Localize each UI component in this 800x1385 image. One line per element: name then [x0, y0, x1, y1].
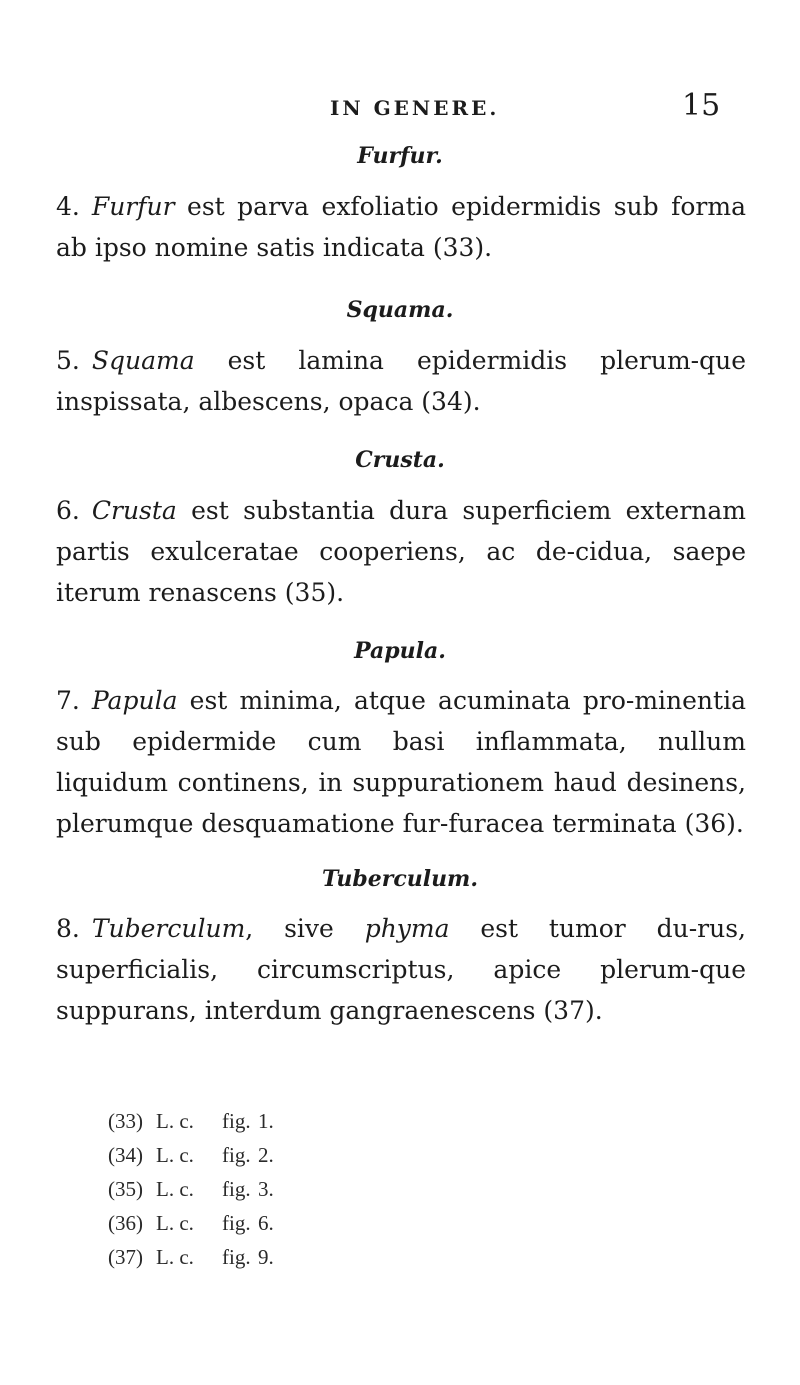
section-heading-squama: Squama. — [346, 297, 454, 323]
paragraph-tuberculum — [56, 908, 746, 1031]
footnote — [108, 1206, 274, 1240]
paragraph-text: , sive — [245, 914, 365, 943]
running-title: IN GENERE. — [330, 96, 500, 120]
footnote — [108, 1172, 274, 1206]
paragraph-text: est substantia dura superficiem externam partis exulceratae cooperiens, ac de-cidua, saepe iterum renascens (35). — [56, 496, 746, 607]
section-heading-crusta: Crusta. — [355, 447, 445, 473]
footnote-fig: fig. — [222, 1211, 251, 1235]
footnote-num: 9. — [258, 1245, 274, 1269]
section-heading-papula: Papula. — [354, 638, 446, 664]
paragraph-text: est parva exfoliatio epidermidis sub forma ab ipso nomine satis indicata (33). — [56, 192, 746, 262]
footnote-source: L. c. — [156, 1143, 194, 1167]
paragraph-number: 6. — [56, 496, 80, 525]
page-number: 15 — [682, 88, 721, 123]
term: Squama — [91, 346, 195, 375]
footnote-num: 2. — [258, 1143, 274, 1167]
footnote-fig: fig. — [222, 1143, 251, 1167]
term: Papula — [91, 686, 178, 715]
footnote-fig: fig. — [222, 1109, 251, 1133]
paragraph-text: est tumor du-rus, superficialis, circumscriptus, apice plerum-que suppurans, interdum gangraenescens (37). — [56, 914, 746, 1025]
footnote — [108, 1104, 274, 1138]
section-heading-furfur: Furfur. — [357, 143, 443, 169]
paragraph-furfur — [56, 186, 746, 268]
term: Furfur — [91, 192, 175, 221]
footnote-ref: (33) — [108, 1109, 143, 1133]
footnotes — [108, 1104, 274, 1274]
section-heading-tuberculum: Tuberculum. — [322, 866, 478, 892]
footnote-fig: fig. — [222, 1177, 251, 1201]
footnote-source: L. c. — [156, 1245, 194, 1269]
running-head — [0, 88, 800, 128]
footnote-source: L. c. — [156, 1211, 194, 1235]
footnote-ref: (36) — [108, 1211, 143, 1235]
paragraph-number: 4. — [56, 192, 80, 221]
paragraph-papula — [56, 680, 746, 844]
paragraph-number: 7. — [56, 686, 80, 715]
footnote — [108, 1138, 274, 1172]
footnote-num: 6. — [258, 1211, 274, 1235]
footnote-fig: fig. — [222, 1245, 251, 1269]
footnote — [108, 1240, 274, 1274]
paragraph-text: est minima, atque acuminata pro-minentia sub epidermide cum basi inflammata, nullum liquidum continens, in suppurationem haud desinens, plerumque desquamatione fur-furacea terminata (36). — [56, 686, 746, 838]
footnote-source: L. c. — [156, 1109, 194, 1133]
term: Tuberculum — [91, 914, 246, 943]
term-synonym: phyma — [364, 914, 450, 943]
footnote-source: L. c. — [156, 1177, 194, 1201]
paragraph-number: 5. — [56, 346, 80, 375]
paragraph-number: 8. — [56, 914, 80, 943]
footnote-num: 3. — [258, 1177, 274, 1201]
term: Crusta — [91, 496, 177, 525]
paragraph-squama — [56, 340, 746, 422]
footnote-ref: (35) — [108, 1177, 143, 1201]
paragraph-text: est lamina epidermidis plerum-que inspissata, albescens, opaca (34). — [56, 346, 746, 416]
paragraph-crusta — [56, 490, 746, 613]
footnote-num: 1. — [258, 1109, 274, 1133]
footnote-ref: (37) — [108, 1245, 143, 1269]
footnote-ref: (34) — [108, 1143, 143, 1167]
